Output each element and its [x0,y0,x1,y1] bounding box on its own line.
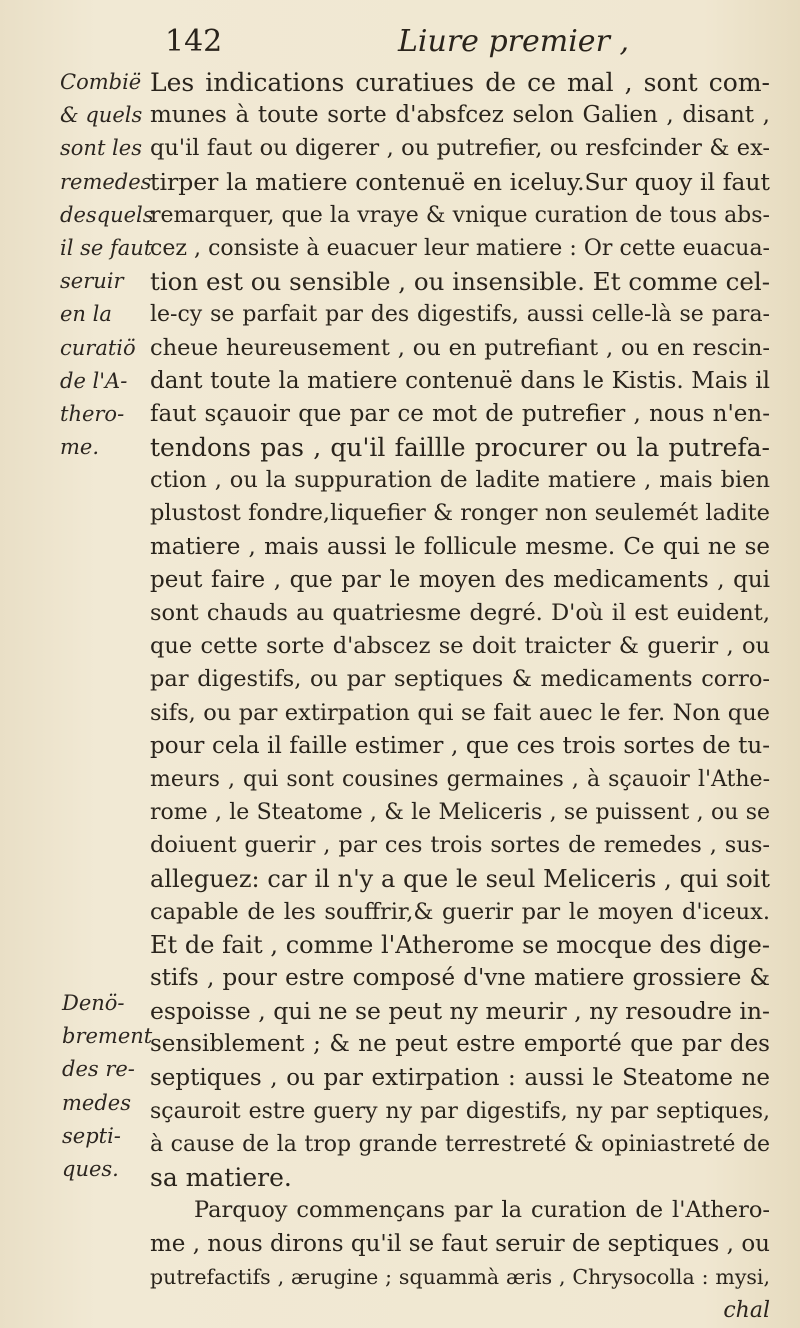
text-line: me , nous dirons qu'il se faut seruir de septiques , ou [150,1230,770,1257]
text-line: faut sçauoir que par ce mot de putrefier , nous n'en- [150,400,770,427]
margin-note-line: curatiö [60,335,136,360]
page-header [0,18,800,62]
text-line: tion est ou sensible , ou insensible. Et comme cel- [150,267,770,297]
margin-note-curation [60,66,160,464]
text-line: espoisse , qui ne se peut ny meurir , ny resoudre in- [150,997,770,1026]
text-line: à cause de la trop grande terrestreté & opiniastreté de [150,1132,770,1157]
margin-note-line: en la [60,302,112,327]
margin-note-line: thero- [60,402,125,427]
text-line: sa matiere. [150,1163,292,1193]
text-line: putrefactifs , ærugine ; squammà æris , Chrysocolla : mysi, [150,1264,770,1289]
running-title: Liure premier , [398,24,629,59]
body-text [150,66,770,1327]
text-line: Parquoy commençans par la curation de l'Athero- [194,1197,770,1224]
margin-note-line: Denö- [62,991,125,1015]
text-line: peut faire , que par le moyen des medicaments , qui [150,566,770,593]
text-line: le-cy se parfait par des digestifs, aussi celle-là se para- [150,302,770,328]
text-line: munes à toute sorte d'absfcez selon Galien , disant , [150,102,770,129]
text-line: stifs , pour estre composé d'vne matiere grossiere & [150,965,770,992]
margin-note-line: me. [60,435,100,460]
text-line: Et de fait , comme l'Atherome se mocque des dige- [150,930,770,959]
text-line: tirper la matiere contenuë en iceluy.Sur quoy il faut [150,167,770,196]
margin-note-line: sont les [60,136,142,161]
text-line: dant toute la matiere contenuë dans le Kistis. Mais il [150,367,770,394]
text-line: meurs , qui sont cousines germaines , à sçauoir l'Athe- [150,766,770,792]
margin-note-line: de l'A- [60,368,128,393]
text-line: doiuent guerir , par ces trois sortes de remedes , sus- [150,832,770,859]
text-line: sont chauds au quatriesme degré. D'où il est euident, [150,600,770,626]
page-number: 142 [165,24,223,59]
margin-note-line: medes [62,1090,131,1115]
text-line: par digestifs, ou par septiques & medicaments corro- [150,666,770,693]
margin-note-line: il se faut [60,236,153,261]
text-line: tendons pas , qu'il faillle procurer ou la putrefa- [150,433,770,463]
margin-note-line: des re- [62,1057,135,1082]
text-line: cez , consiste à euacuer leur matiere : Or cette euacua- [150,235,770,261]
text-line: cheue heureusement , ou en putrefiant , ou en rescin- [150,334,770,361]
margin-note-line: & quels [60,103,143,128]
margin-note-remedies [62,987,162,1186]
margin-note-line: remedes [60,169,152,194]
text-line: capable de les souffrir,& guerir par le moyen d'iceux. [150,898,770,925]
text-line: remarquer, que la vraye & vnique curation de tous abs- [150,202,770,228]
margin-note-line: Combië [60,70,142,94]
margin-note-line: septi- [62,1123,121,1148]
text-line: plustost fondre,liquefier & ronger non seulemét ladite [150,500,770,527]
text-line: sifs, ou par extirpation qui se fait auec le fer. Non que [150,699,770,726]
text-line: sçauroit estre guery ny par digestifs, ny par septiques, [150,1098,770,1124]
text-line: alleguez: car il n'y a que le seul Meliceris , qui soit [150,864,770,893]
text-line: matiere , mais aussi le follicule mesme. Ce qui ne se [150,533,770,560]
text-line: Les indications curatiues de ce mal , sont com- [150,68,770,97]
catchword: chal [723,1297,770,1323]
text-line: que cette sorte d'abscez se doit traicter & guerir , ou [150,633,770,660]
margin-note-line: ques. [62,1157,119,1182]
text-line: pour cela il faille estimer , que ces trois sortes de tu- [150,732,770,759]
text-line: rome , le Steatome , & le Meliceris , se puissent , ou se [150,800,770,826]
margin-note-line: seruir [60,269,124,294]
margin-note-line: brement [62,1024,153,1049]
margin-note-line: desquels [60,202,154,227]
text-line: septiques , ou par extirpation : aussi le Steatome ne [150,1064,770,1091]
text-line: sensiblement ; & ne peut estre emporté que par des [150,1031,770,1058]
text-line: ction , ou la suppuration de ladite matiere , mais bien [150,467,770,494]
text-line: qu'il faut ou digerer , ou putrefier, ou resfcinder & ex- [150,135,770,162]
